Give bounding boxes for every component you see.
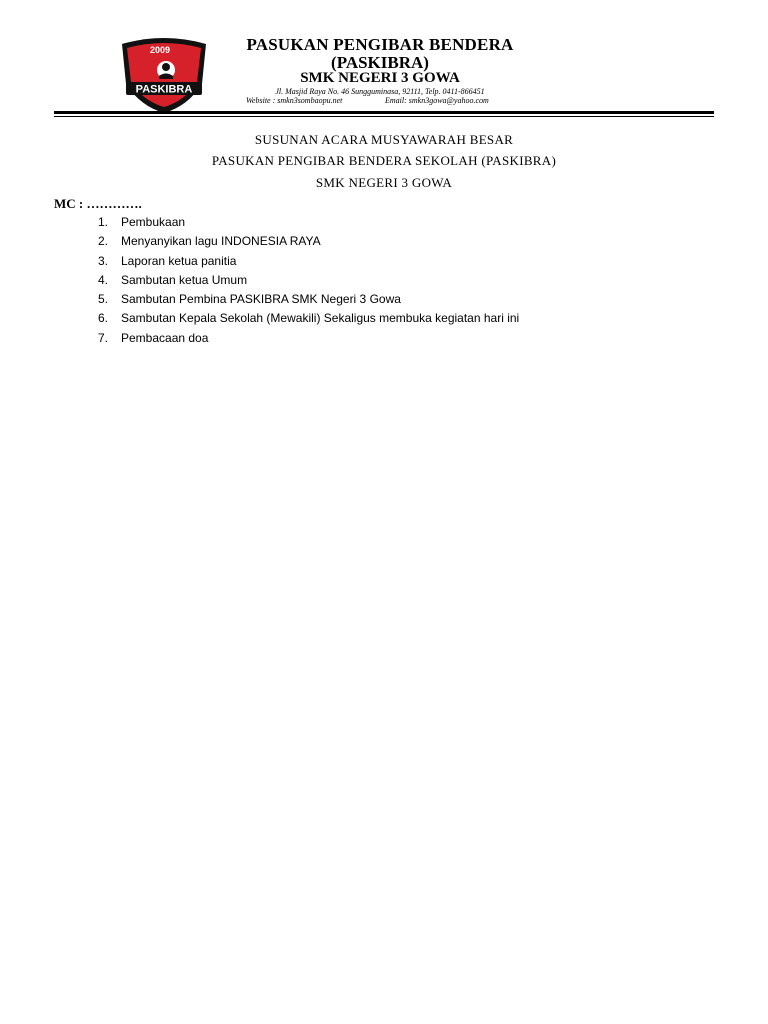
website-line: Website : smkn3sombaopu.net xyxy=(246,96,343,105)
address-line: Jl. Masjid Raya No. 46 Sungguminasa, 92111, Telp. 0411-866451 xyxy=(275,87,485,96)
agenda-item-number: 3. xyxy=(98,254,109,268)
logo-name: PASKIBRA xyxy=(135,83,193,96)
org-name-line1: PASUKAN PENGIBAR BENDERA xyxy=(246,35,514,54)
org-name-line2: (PASKIBRA) xyxy=(331,53,429,72)
agenda-item-number: 1. xyxy=(98,215,109,229)
agenda-item-text: Sambutan ketua Umum xyxy=(121,273,248,287)
document-title-line3: SMK NEGERI 3 GOWA xyxy=(315,175,453,190)
paskibra-logo xyxy=(118,36,210,114)
agenda-item-number: 7. xyxy=(98,331,109,345)
email-line: Email: smkn3gowa@yahoo.com xyxy=(385,96,489,105)
agenda-item-text: Menyanyikan lagu INDONESIA RAYA xyxy=(121,234,321,248)
agenda-item-number: 2. xyxy=(98,234,109,248)
agenda-item-number: 5. xyxy=(98,292,109,306)
document-title-line1: SUSUNAN ACARA MUSYAWARAH BESAR xyxy=(254,132,514,147)
agenda-item-text: Sambutan Pembina PASKIBRA SMK Negeri 3 Gowa xyxy=(121,292,401,306)
letterhead-rule-thin xyxy=(54,116,714,117)
agenda-item-text: Pembacaan doa xyxy=(121,331,209,345)
agenda-item-text: Sambutan Kepala Sekolah (Mewakili) Sekaligus membuka kegiatan hari ini xyxy=(121,311,520,325)
agenda-item xyxy=(0,273,600,291)
document-title-line2: PASUKAN PENGIBAR BENDERA SEKOLAH (PASKIBRA) xyxy=(211,153,557,168)
logo-year: 2009 xyxy=(150,45,171,55)
agenda-item xyxy=(0,215,600,233)
mc-line: MC : …………. xyxy=(54,196,142,211)
school-name: SMK NEGERI 3 GOWA xyxy=(300,70,460,86)
agenda-item-text: Laporan ketua panitia xyxy=(121,254,237,268)
agenda-item-number: 6. xyxy=(98,311,109,325)
agenda-item xyxy=(0,234,600,252)
agenda-item xyxy=(0,292,600,310)
agenda-item-text: Pembukaan xyxy=(121,215,186,229)
agenda-item xyxy=(0,311,600,329)
agenda-item xyxy=(0,254,600,272)
agenda-item xyxy=(0,331,600,349)
letterhead-rule-thick xyxy=(54,111,714,114)
letterhead xyxy=(0,0,768,120)
logo-emblem-head xyxy=(162,63,170,71)
agenda-item-number: 4. xyxy=(98,273,109,287)
